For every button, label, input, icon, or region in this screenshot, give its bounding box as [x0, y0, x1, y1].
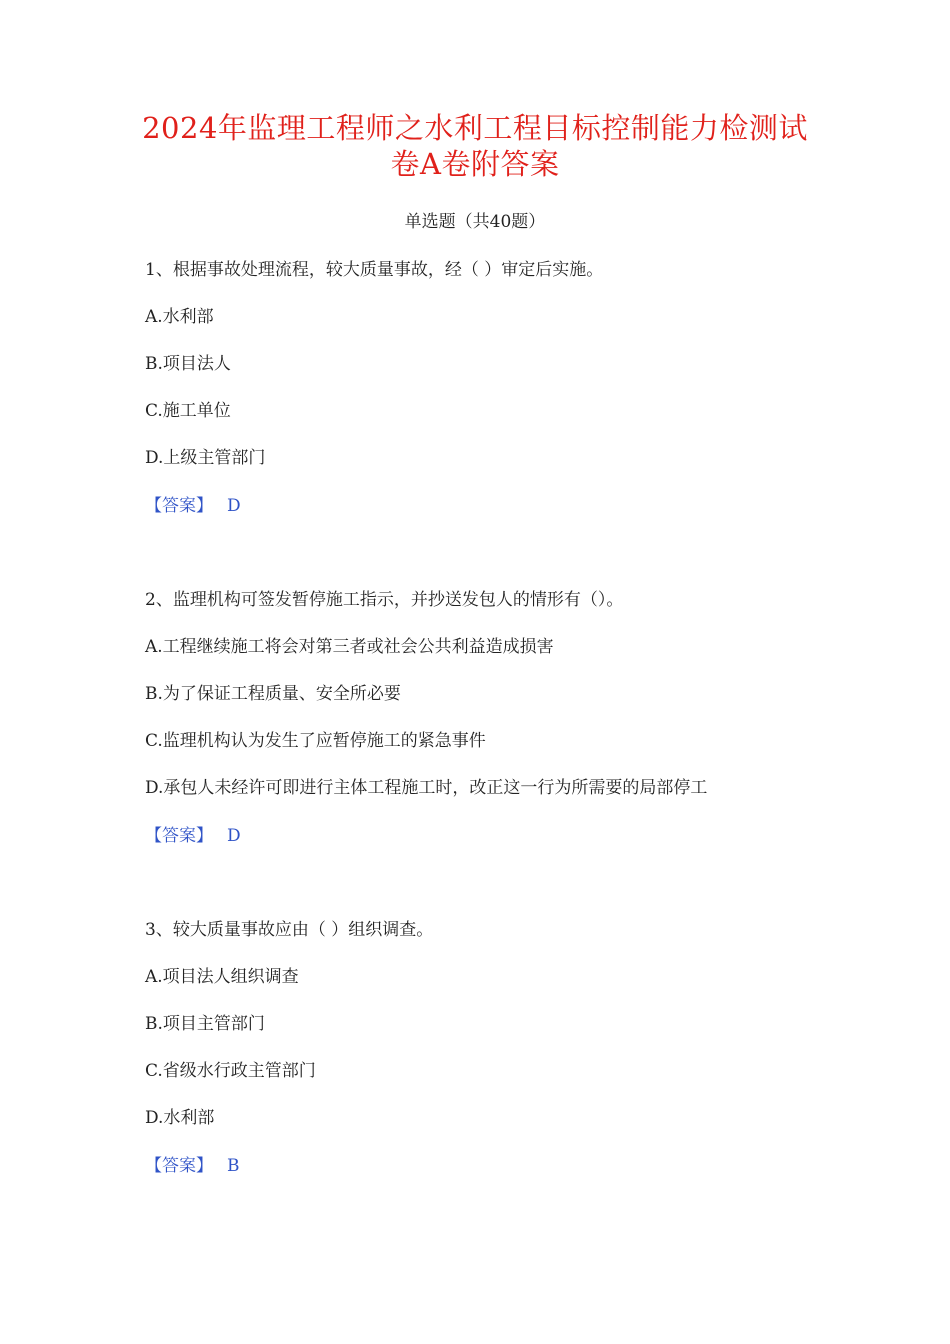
document-title-line-1: 2024年监理工程师之水利工程目标控制能力检测试 — [142, 111, 808, 145]
question-2-option-b: B.为了保证工程质量、安全所必要 — [145, 684, 401, 704]
answer-value: B — [227, 1156, 240, 1176]
question-2-option-d: D.承包人未经许可即进行主体工程施工时，改正这一行为所需要的局部停工 — [145, 778, 708, 798]
answer-value: D — [227, 496, 241, 516]
question-3-stem: 3、较大质量事故应由（ ）组织调查。 — [145, 920, 434, 940]
question-3-option-c: C.省级水行政主管部门 — [145, 1061, 316, 1081]
answer-label: 【答案】 — [145, 826, 213, 846]
question-1-option-b: B.项目法人 — [145, 354, 231, 374]
answer-label: 【答案】 — [145, 496, 213, 516]
question-2-answer — [145, 824, 241, 848]
document-title-line-2: 卷A卷附答案 — [390, 147, 560, 181]
question-1-stem: 1、根据事故处理流程，较大质量事故，经（ ）审定后实施。 — [145, 260, 604, 280]
question-3-option-a: A.项目法人组织调查 — [145, 967, 299, 987]
question-1-option-d: D.上级主管部门 — [145, 448, 266, 468]
answer-value: D — [227, 826, 241, 846]
question-2-stem: 2、监理机构可签发暂停施工指示，并抄送发包人的情形有（）。 — [145, 590, 624, 610]
question-3-option-d: D.水利部 — [145, 1108, 215, 1128]
question-3-answer — [145, 1154, 240, 1178]
question-1-answer — [145, 494, 241, 518]
question-1-option-a: A.水利部 — [145, 307, 214, 327]
question-2-option-c: C.监理机构认为发生了应暂停施工的紧急事件 — [145, 731, 486, 751]
question-2-option-a: A.工程继续施工将会对第三者或社会公共利益造成损害 — [145, 637, 554, 657]
answer-label: 【答案】 — [145, 1156, 213, 1176]
section-heading: 单选题（共40题） — [404, 212, 546, 232]
question-1-option-c: C.施工单位 — [145, 401, 231, 421]
question-3-option-b: B.项目主管部门 — [145, 1014, 265, 1034]
